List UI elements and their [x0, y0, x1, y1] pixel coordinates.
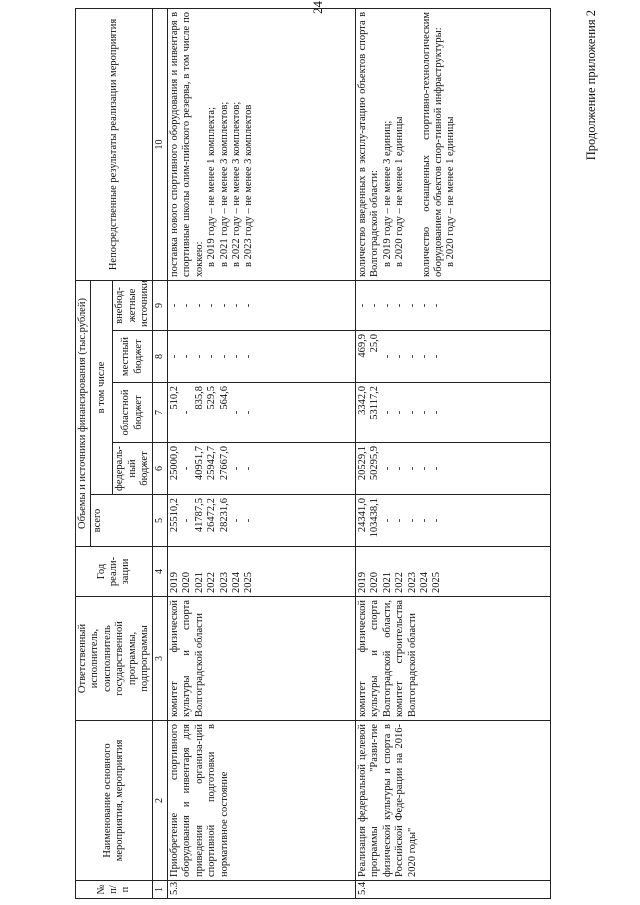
row-name: Приобретение спортивного оборудования и инвентаря для приведения организа-ций спортивной подготовки в нормативное состояние [168, 721, 356, 881]
row-results [356, 8, 551, 280]
value-cell: - [181, 466, 193, 471]
year-cell: 2023 [218, 572, 230, 593]
year-cell: 2025 [243, 572, 255, 593]
result-line: поставка нового спортивного оборудования и инвентаря в спортивные школы олим-пийского резерва, в том числе по хоккею: [169, 11, 205, 277]
header-financing: Объемы и источники финансирования (тыс.рублей) [76, 280, 91, 546]
value-cell: - [431, 410, 443, 415]
value-cell: - [243, 303, 255, 308]
value-cell: - [181, 303, 193, 308]
page-number: 24 [310, 1, 325, 14]
result-line: в 2022 году – не менее 3 комплектов; [230, 101, 242, 267]
value-cell: - [394, 410, 406, 415]
value-cell: 26472,2 [206, 498, 218, 533]
col-num: 8 [153, 331, 168, 383]
year-cell: 2022 [394, 572, 406, 593]
result-line: количество оснащенных спортивно-технологическим оборудованием объектов спор-тивной инфраструктуры: [420, 11, 444, 277]
year-cell: 2024 [231, 572, 242, 593]
value-cell: 25510,2 [169, 498, 181, 533]
result-line [407, 12, 421, 277]
header-extra: внебюд-жетные источники [113, 280, 153, 330]
value-cell: - [419, 466, 430, 471]
value-cell: - [169, 303, 181, 308]
value-cell: - [218, 303, 230, 308]
year-cell: 2020 [181, 572, 193, 593]
col-num: 10 [153, 8, 168, 280]
value-cell: 103438,1 [369, 498, 381, 538]
row-regional [356, 383, 551, 443]
value-cell: - [193, 303, 205, 308]
value-cell: - [243, 410, 255, 415]
table-row [356, 8, 551, 898]
row-executor: комитет физической культуры и спорта Волгоградской области, комитет строительства Волгоградской области [356, 597, 551, 721]
value-cell: - [394, 518, 406, 523]
col-num: 5 [153, 495, 168, 547]
value-cell: - [381, 354, 393, 359]
col-num: 9 [153, 280, 168, 330]
continuation-title: Продолжение приложения 2 [584, 10, 598, 161]
value-cell: - [394, 303, 406, 308]
row-name: Реализация федеральной целевой программы "Разви-тие физической культуры и спорта в Российской Феде-рации на 2016-2020 годы" [356, 721, 551, 881]
col-num: 6 [153, 443, 168, 495]
value-cell: - [381, 410, 393, 415]
value-cell: - [406, 354, 418, 359]
value-cell: - [193, 354, 205, 359]
value-cell: 529,5 [206, 386, 218, 410]
value-cell: - [231, 518, 242, 523]
value-cell: - [431, 303, 443, 308]
value-cell: - [243, 466, 255, 471]
row-executor: комитет физической культуры и спорта Волгоградской области [168, 597, 356, 721]
value-cell: - [369, 303, 381, 308]
value-cell: - [206, 354, 218, 359]
year-cell: 2024 [419, 572, 430, 593]
value-cell: 20529,1 [357, 446, 369, 481]
value-cell: 25,0 [369, 334, 381, 353]
value-cell: 41787,5 [193, 498, 205, 533]
value-cell: 3342,0 [357, 386, 369, 415]
value-cell: - [231, 466, 242, 471]
result-line: в 2021 году – не менее 3 комплектов; [218, 101, 230, 267]
value-cell: 27667,0 [218, 446, 230, 481]
row-federal [168, 443, 356, 495]
result-line: в 2020 году – не менее 1 единицы [445, 116, 457, 267]
header-year: Год реали-зации [76, 547, 153, 597]
year-cell: 2020 [369, 572, 381, 593]
year-cell: 2019 [169, 572, 181, 593]
header-local: местный бюджет [113, 331, 153, 383]
year-cell: 2025 [431, 572, 443, 593]
value-cell: - [431, 518, 443, 523]
result-line: количество введенных в эксплу-атацию объектов спорта в Волгоградской области: [357, 11, 381, 277]
value-cell: 835,8 [193, 386, 205, 410]
value-cell: - [231, 303, 242, 308]
result-line: в 2019 году – не менее 1 комплекта; [206, 106, 218, 267]
row-years [168, 547, 356, 597]
value-cell: 28231,6 [218, 498, 230, 533]
col-num: 1 [153, 881, 168, 899]
value-cell: - [206, 303, 218, 308]
row-results [168, 8, 356, 280]
value-cell: - [431, 466, 443, 471]
row-extra [168, 280, 356, 330]
value-cell: - [406, 410, 418, 415]
row-years [356, 547, 551, 597]
value-cell: - [381, 518, 393, 523]
header-num: № п/п [76, 881, 153, 899]
col-num: 3 [153, 597, 168, 721]
header-including: в том числе [91, 280, 113, 494]
result-line: в 2019 году – не менее 3 единиц; [381, 120, 393, 267]
row-local [168, 331, 356, 383]
value-cell: 50295,9 [369, 446, 381, 481]
value-cell: - [357, 303, 369, 308]
value-cell: - [406, 466, 418, 471]
value-cell: - [419, 303, 430, 308]
value-cell: 40951,7 [193, 446, 205, 481]
row-local [356, 331, 551, 383]
header-number-row [153, 8, 168, 898]
year-cell: 2021 [193, 572, 205, 593]
value-cell: - [394, 354, 406, 359]
value-cell: - [181, 518, 193, 523]
value-cell: 53117,2 [369, 386, 381, 420]
result-line: в 2020 году – не менее 1 единицы [394, 116, 406, 267]
row-federal [356, 443, 551, 495]
value-cell: - [419, 518, 430, 523]
year-cell: 2023 [406, 572, 418, 593]
value-cell: - [243, 354, 255, 359]
header-results: Непосредственные результаты реализации мероприятия [76, 8, 153, 280]
header-executor: Ответственный исполнитель, соисполнитель государственной программы, подпрограммы [76, 597, 153, 721]
year-cell: 2022 [206, 572, 218, 593]
col-num: 7 [153, 383, 168, 443]
value-cell: - [419, 410, 430, 415]
header-name: Наименование основного мероприятия, мероприятия [76, 721, 153, 881]
value-cell: - [394, 466, 406, 471]
header-regional: областной бюджет [113, 383, 153, 443]
value-cell: - [169, 354, 181, 359]
value-cell: - [231, 410, 242, 415]
row-regional [168, 383, 356, 443]
value-cell: - [406, 303, 418, 308]
header-federal: федераль-ный бюджет [113, 443, 153, 495]
value-cell: 25000,0 [169, 446, 181, 481]
value-cell: 469,9 [357, 334, 369, 358]
program-table [75, 8, 551, 899]
year-cell: 2019 [357, 572, 369, 593]
header-row-1 [76, 8, 91, 898]
row-number: 5.3. [168, 881, 356, 899]
value-cell: 510,2 [169, 386, 181, 410]
row-number: 5.4. [356, 881, 551, 899]
value-cell: 564,6 [218, 386, 230, 410]
result-line: в 2023 году – не менее 3 комплектов [243, 104, 255, 267]
value-cell: - [381, 466, 393, 471]
value-cell: - [181, 410, 193, 415]
value-cell: - [431, 354, 443, 359]
value-cell: - [381, 303, 393, 308]
header-total: всего [91, 495, 153, 547]
value-cell: 24341,0 [357, 498, 369, 533]
value-cell: - [406, 518, 418, 523]
value-cell: - [181, 354, 193, 359]
row-extra [356, 280, 551, 330]
value-cell: 25942,7 [206, 446, 218, 481]
row-total [168, 495, 356, 547]
row-total [356, 495, 551, 547]
year-cell: 2021 [381, 572, 393, 593]
col-num: 2 [153, 721, 168, 881]
value-cell: - [231, 354, 242, 359]
col-num: 4 [153, 547, 168, 597]
value-cell: - [243, 518, 255, 523]
table-row [168, 8, 356, 898]
value-cell: - [419, 354, 430, 359]
value-cell: - [218, 354, 230, 359]
